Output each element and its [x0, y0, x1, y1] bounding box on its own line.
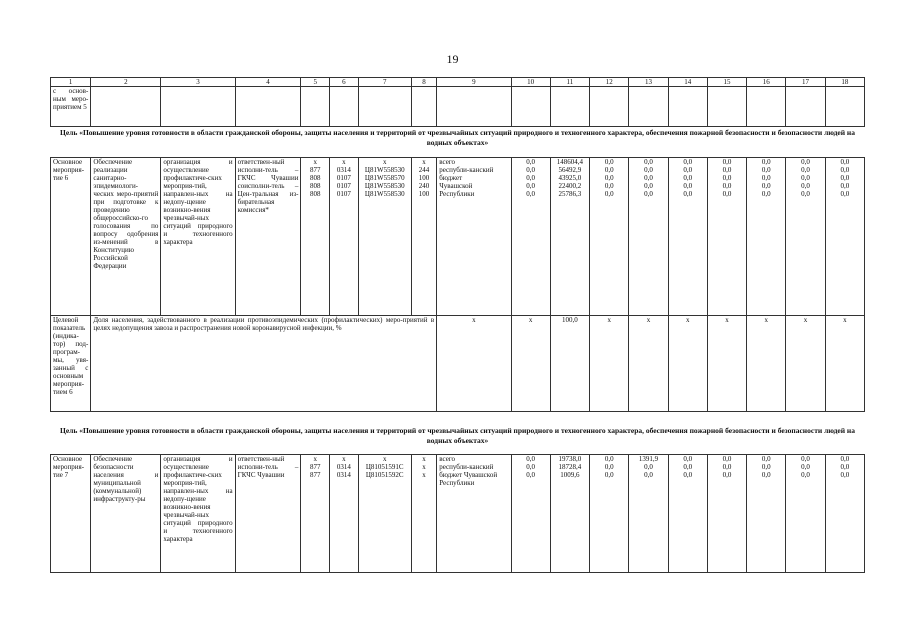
budget-value: 0,0: [683, 158, 693, 166]
column-number: 5: [301, 78, 330, 87]
column-number: 2: [91, 78, 161, 87]
budget-value: 0,0: [722, 174, 732, 182]
indicator-text-cell: Доля населения, задействованного в реализации противоэпидемических (профилактических) меро-приятий в целях недопущения завоза и распространения новой коронавирусной инфекции, %: [91, 316, 437, 412]
event-title-cell: Основное мероприя-тие 6: [51, 158, 91, 316]
budget-value-cell: [550, 158, 589, 316]
budget-value: Ц81W558530: [364, 182, 405, 190]
empty-cell: [511, 87, 550, 127]
empty-cell: [747, 87, 786, 127]
column-number: 11: [550, 78, 589, 87]
budget-value: 0,0: [683, 182, 693, 190]
budget-value: 0,0: [761, 463, 771, 471]
budget-value: 0,0: [840, 190, 850, 198]
budget-value: 0,0: [840, 463, 850, 471]
budget-value-cell: [511, 158, 550, 316]
budget-value: 0107: [336, 174, 351, 182]
event-measures-cell: организация и осуществление профилактиче-ских мероприя-тий, направлен-ных на недопу-щение возникно-вения чрезвычай-ных ситуаций природного и техногенного характера: [161, 158, 235, 316]
column-number: 4: [235, 78, 301, 87]
budget-value: 100: [418, 174, 430, 182]
budget-value: 0,0: [604, 158, 614, 166]
budget-value: 0,0: [644, 182, 653, 190]
budget-value: 244: [418, 166, 430, 174]
budget-value: 0,0: [801, 455, 810, 463]
column-number: 1: [51, 78, 91, 87]
budget-value: 0,0: [604, 471, 614, 479]
indicator-title-cell: Целевой показатель (индика-тор) под-програм-мы, увя-занный с основным мероприя-тием 6: [51, 316, 91, 412]
budget-value: Ц81W558530: [364, 166, 405, 174]
budget-value: 1009,6: [560, 471, 580, 479]
budget-value: 0,0: [761, 166, 771, 174]
budget-value: 808: [310, 190, 321, 198]
empty-cell: [707, 87, 746, 127]
funding-source: [439, 487, 508, 495]
budget-value: х: [422, 463, 426, 471]
indicator-row: [51, 316, 865, 412]
budget-value-cell: [358, 158, 411, 316]
budget-value: 0,0: [722, 471, 732, 479]
budget-value-cell: [330, 158, 359, 316]
budget-value: 0,0: [604, 455, 614, 463]
event-title-cell: Основное мероприя-тие 7: [51, 455, 91, 573]
column-number: 9: [437, 78, 511, 87]
budget-value: 0,0: [683, 190, 693, 198]
budget-value-cell: [629, 455, 668, 573]
budget-value: Ц81051591С: [365, 463, 404, 471]
budget-value-cell: [358, 455, 411, 573]
indicator-value: х: [511, 316, 550, 412]
budget-value-cell: [511, 455, 550, 573]
budget-value: 0,0: [683, 463, 693, 471]
budget-value: Ц81W558530: [364, 190, 405, 198]
budget-value: х: [313, 158, 317, 166]
responsible-executor-cell: ответствен-ный исполни-тель – ГКЧС Чувашии соисполни-тель – Цен-тральная из-бирательная комиссия*: [235, 158, 301, 316]
empty-cell: [590, 87, 629, 127]
empty-cell: [668, 87, 707, 127]
budget-value-cell: [330, 455, 359, 573]
budget-value: 0,0: [801, 182, 810, 190]
budget-value-cell: [550, 455, 589, 573]
column-number: 8: [411, 78, 436, 87]
empty-cell: [825, 87, 864, 127]
budget-value: 0,0: [604, 174, 614, 182]
budget-value: 0,0: [644, 174, 653, 182]
budget-value: 0,0: [761, 182, 771, 190]
budget-value: 0,0: [526, 190, 536, 198]
budget-value: 0,0: [683, 471, 693, 479]
budget-value: 0314: [336, 463, 351, 471]
column-number-row: [51, 78, 865, 87]
budget-value-cell: [825, 455, 864, 573]
funding-source: республи-канский бюджет Чувашской Республики: [439, 463, 498, 487]
budget-value-cell: [301, 158, 330, 316]
budget-value: 0314: [336, 471, 351, 479]
indicator-value: х: [825, 316, 864, 412]
indicator-value: х: [707, 316, 746, 412]
budget-value-cell: [747, 158, 786, 316]
budget-value: 0,0: [604, 463, 614, 471]
continuation-text: с основ-ным меро-приятием 5: [51, 87, 91, 127]
budget-value: х: [422, 471, 426, 479]
budget-value: 18728,4: [558, 463, 582, 471]
empty-cell: [161, 87, 235, 127]
budget-value: 19738,0: [558, 455, 582, 463]
empty-cell: [301, 87, 330, 127]
budget-value: 0,0: [840, 174, 850, 182]
funding-source-cell: [437, 158, 511, 316]
budget-value: 877: [310, 463, 321, 471]
budget-value-cell: [707, 158, 746, 316]
budget-value: х: [422, 158, 426, 166]
budget-value: 1391,9: [638, 455, 659, 463]
funding-source: [439, 198, 508, 206]
page-number: 19: [446, 52, 459, 66]
funding-source: всего: [439, 455, 456, 463]
budget-value: 0,0: [840, 455, 850, 463]
program-table-top: [50, 77, 865, 127]
budget-value: 240: [418, 182, 430, 190]
budget-value: х: [313, 455, 317, 463]
budget-value: Ц81051592С: [365, 471, 404, 479]
budget-value-cell: [668, 455, 707, 573]
event-description-cell: Обеспечение реализации санитарно-эпидемиологи-ческих меро-приятий при подготовке к проведению общероссийско-го голосования по вопросу одобрения из-менений в Конституцию Российской Федерации: [91, 158, 161, 316]
budget-value: 877: [310, 471, 321, 479]
budget-value: 0,0: [526, 471, 536, 479]
budget-value: 0,0: [722, 190, 732, 198]
column-number: 3: [161, 78, 235, 87]
budget-value: 0,0: [526, 158, 536, 166]
continuation-row: [51, 87, 865, 127]
budget-value-cell: [668, 158, 707, 316]
empty-cell: [235, 87, 301, 127]
budget-value: 0,0: [761, 455, 771, 463]
budget-value: 0,0: [683, 166, 693, 174]
budget-value: 0,0: [840, 471, 850, 479]
budget-value: 0,0: [801, 190, 810, 198]
empty-cell: [437, 87, 511, 127]
goal-heading-2: Цель «Повышение уровня готовности в области гражданской обороны, защиты населения и территорий от чрезвычайных ситуаций природного и техногенного характера, обеспечения пожарной безопасности и безопасности людей на водных объектах»: [60, 426, 855, 445]
budget-value-cell: [411, 455, 436, 573]
budget-value: х: [342, 455, 346, 463]
budget-value: 0,0: [840, 158, 850, 166]
budget-value: 0,0: [722, 166, 732, 174]
indicator-value: х: [629, 316, 668, 412]
budget-value: 0,0: [801, 158, 810, 166]
funding-source: Чувашской: [439, 182, 473, 190]
event-description-cell: Обеспечение безопасности населения и муниципальной (коммунальной) инфраструкту-ры: [91, 455, 161, 573]
budget-value: 0107: [336, 182, 351, 190]
budget-value: 0,0: [526, 463, 536, 471]
funding-source: республи-канский бюджет: [439, 166, 494, 182]
budget-value: 0,0: [761, 471, 771, 479]
budget-value: 0,0: [683, 174, 693, 182]
budget-value: 0,0: [526, 455, 536, 463]
budget-value-cell: [590, 158, 629, 316]
responsible-executor-cell: ответствен-ный исполни-тель – ГКЧС Чувашии: [235, 455, 301, 573]
empty-cell: [629, 87, 668, 127]
empty-cell: [550, 87, 589, 127]
budget-value: х: [383, 158, 387, 166]
budget-value: 0,0: [801, 463, 810, 471]
budget-value: 0,0: [801, 174, 810, 182]
column-number: 6: [330, 78, 359, 87]
budget-value: 0,0: [761, 158, 771, 166]
budget-value-cell: [747, 455, 786, 573]
budget-value: 43925,0: [558, 174, 582, 182]
indicator-value: 100,0: [550, 316, 589, 412]
event-row: [51, 158, 865, 316]
column-number: 18: [825, 78, 864, 87]
budget-value: 0,0: [526, 166, 536, 174]
budget-value: Ц81W558570: [364, 174, 405, 182]
budget-value: 0314: [336, 166, 351, 174]
budget-value-cell: [786, 158, 825, 316]
budget-value-cell: [411, 158, 436, 316]
budget-value-cell: [301, 455, 330, 573]
budget-value: 0,0: [644, 166, 653, 174]
empty-cell: [358, 87, 411, 127]
column-number: 14: [668, 78, 707, 87]
budget-value: 0,0: [722, 158, 732, 166]
budget-value-cell: [590, 455, 629, 573]
budget-value: 0,0: [761, 174, 771, 182]
empty-cell: [411, 87, 436, 127]
budget-value: х: [383, 455, 387, 463]
budget-value: 0,0: [801, 166, 810, 174]
indicator-value: х: [747, 316, 786, 412]
budget-value: 0,0: [644, 471, 653, 479]
budget-value-cell: [707, 455, 746, 573]
funding-source: всего: [439, 158, 456, 166]
budget-value: 100: [418, 190, 430, 198]
budget-value: х: [422, 455, 426, 463]
budget-value: 0,0: [604, 190, 614, 198]
column-number: 16: [747, 78, 786, 87]
budget-value: 0,0: [761, 190, 771, 198]
budget-value: 148604,4: [556, 158, 584, 166]
indicator-value: х: [668, 316, 707, 412]
budget-value-cell: [786, 455, 825, 573]
column-number: 15: [707, 78, 746, 87]
budget-value: 877: [310, 166, 321, 174]
program-table-event-7: [50, 454, 865, 573]
empty-cell: [91, 87, 161, 127]
program-table-event-6: [50, 157, 865, 412]
budget-value: 25786,3: [558, 190, 582, 198]
budget-value: 0,0: [722, 463, 732, 471]
budget-value: 0,0: [840, 182, 850, 190]
budget-value: 0107: [336, 190, 351, 198]
budget-value: 0,0: [722, 455, 732, 463]
column-number: 10: [511, 78, 550, 87]
indicator-value: х: [590, 316, 629, 412]
funding-source: Республики: [439, 190, 475, 198]
budget-value: 0,0: [644, 463, 653, 471]
empty-cell: [330, 87, 359, 127]
empty-cell: [786, 87, 825, 127]
indicator-value: х: [437, 316, 511, 412]
budget-value: 0,0: [604, 182, 614, 190]
column-number: 7: [358, 78, 411, 87]
budget-value: 0,0: [526, 174, 536, 182]
funding-source-cell: [437, 455, 511, 573]
budget-value: 0,0: [644, 158, 653, 166]
event-measures-cell: организация и осуществление профилактиче-ских мероприя-тий, направлен-ных на недопу-щение возникно-вения чрезвычай-ных ситуаций природного и техногенного характера: [161, 455, 235, 573]
goal-heading-1: Цель «Повышение уровня готовности в области гражданской обороны, защиты населения и территорий от чрезвычайных ситуаций природного и техногенного характера, обеспечения пожарной безопасности и безопасности людей на водных объектах»: [60, 128, 855, 147]
budget-value: 0,0: [683, 455, 693, 463]
budget-value: 0,0: [722, 182, 732, 190]
column-number: 12: [590, 78, 629, 87]
indicator-value: х: [786, 316, 825, 412]
budget-value: 0,0: [840, 166, 850, 174]
column-number: 17: [786, 78, 825, 87]
budget-value: 0,0: [801, 471, 810, 479]
budget-value: х: [342, 158, 346, 166]
budget-value: 0,0: [604, 166, 614, 174]
budget-value: 22400,2: [558, 182, 582, 190]
budget-value: 808: [310, 182, 321, 190]
event-row: [51, 455, 865, 573]
budget-value: 0,0: [526, 182, 536, 190]
budget-value: 56492,9: [558, 166, 582, 174]
budget-value: 0,0: [644, 190, 653, 198]
column-number: 13: [629, 78, 668, 87]
budget-value: 808: [310, 174, 321, 182]
budget-value-cell: [629, 158, 668, 316]
budget-value-cell: [825, 158, 864, 316]
